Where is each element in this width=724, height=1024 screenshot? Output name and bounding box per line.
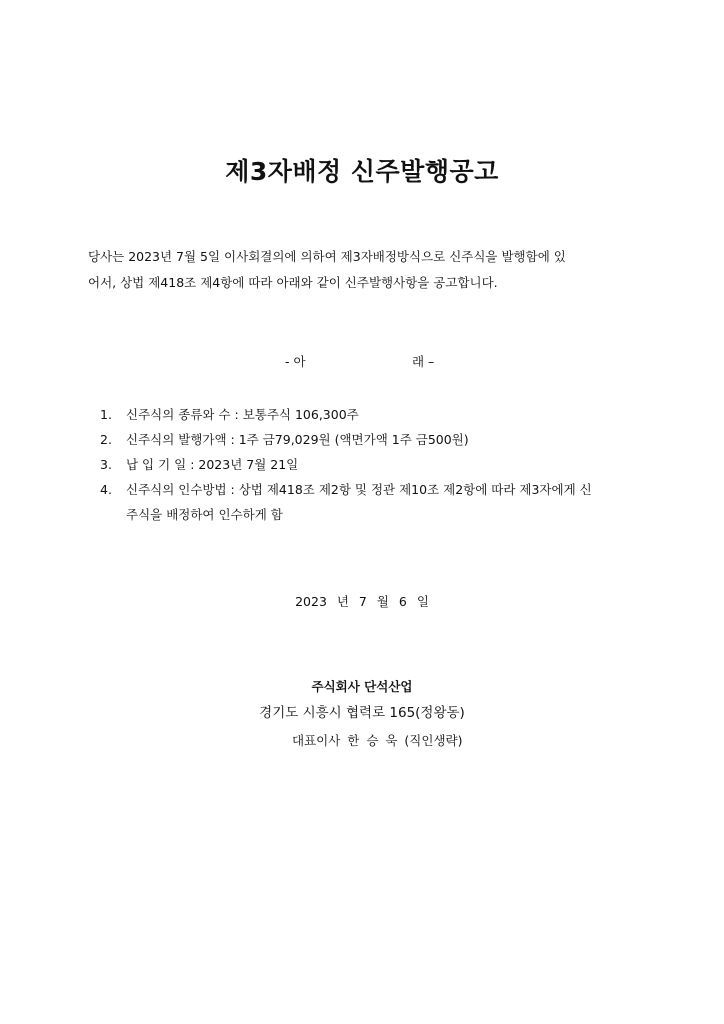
- item-text: 신주식의 종류와 수 : 보통주식 106,300주: [126, 407, 359, 422]
- item-text: 신주식의 발행가액 : 1주 금79,029원 (액면가액 1주 금500원): [126, 432, 469, 447]
- page-title: 제3자배정 신주발행공고: [225, 157, 499, 186]
- item-list: [100, 402, 645, 527]
- list-item: [100, 402, 645, 427]
- item-text: 신주식의 인수방법 : 상법 제418조 제2항 및 정관 제10조 제2항에 따라 제3자에게 신: [126, 482, 592, 497]
- list-item: [100, 427, 645, 452]
- item-number: 3.: [100, 457, 112, 472]
- list-item: [100, 452, 645, 477]
- intro-line: 당사는 2023년 7월 5일 이사회결의에 의하여 제3자배정방식으로 신주식을 발행함에 있: [88, 249, 566, 264]
- intro-line: 어서, 상법 제418조 제4항에 따라 아래와 같이 신주발행사항을 공고합니다.: [88, 275, 498, 290]
- notice-date: 2023 년 7 월 6 일: [295, 594, 429, 609]
- company-address: 경기도 시흥시 협력로 165(정왕동): [259, 705, 465, 721]
- item-number: 4.: [100, 482, 112, 497]
- intro-paragraph: [88, 244, 640, 296]
- item-text-continuation: 주식을 배정하여 인수하게 함: [126, 507, 283, 522]
- item-number: 1.: [100, 407, 112, 422]
- item-number: 2.: [100, 432, 112, 447]
- company-name: 주식회사 단석산업: [311, 679, 413, 694]
- item-text: 납 입 기 일 : 2023년 7월 21일: [126, 457, 299, 472]
- section-heading-left: - 아: [285, 354, 306, 369]
- ceo-signature: 대표이사 한 승 욱 (직인생략): [292, 733, 463, 748]
- section-heading-right: 래 –: [412, 354, 435, 369]
- list-item: [100, 477, 645, 527]
